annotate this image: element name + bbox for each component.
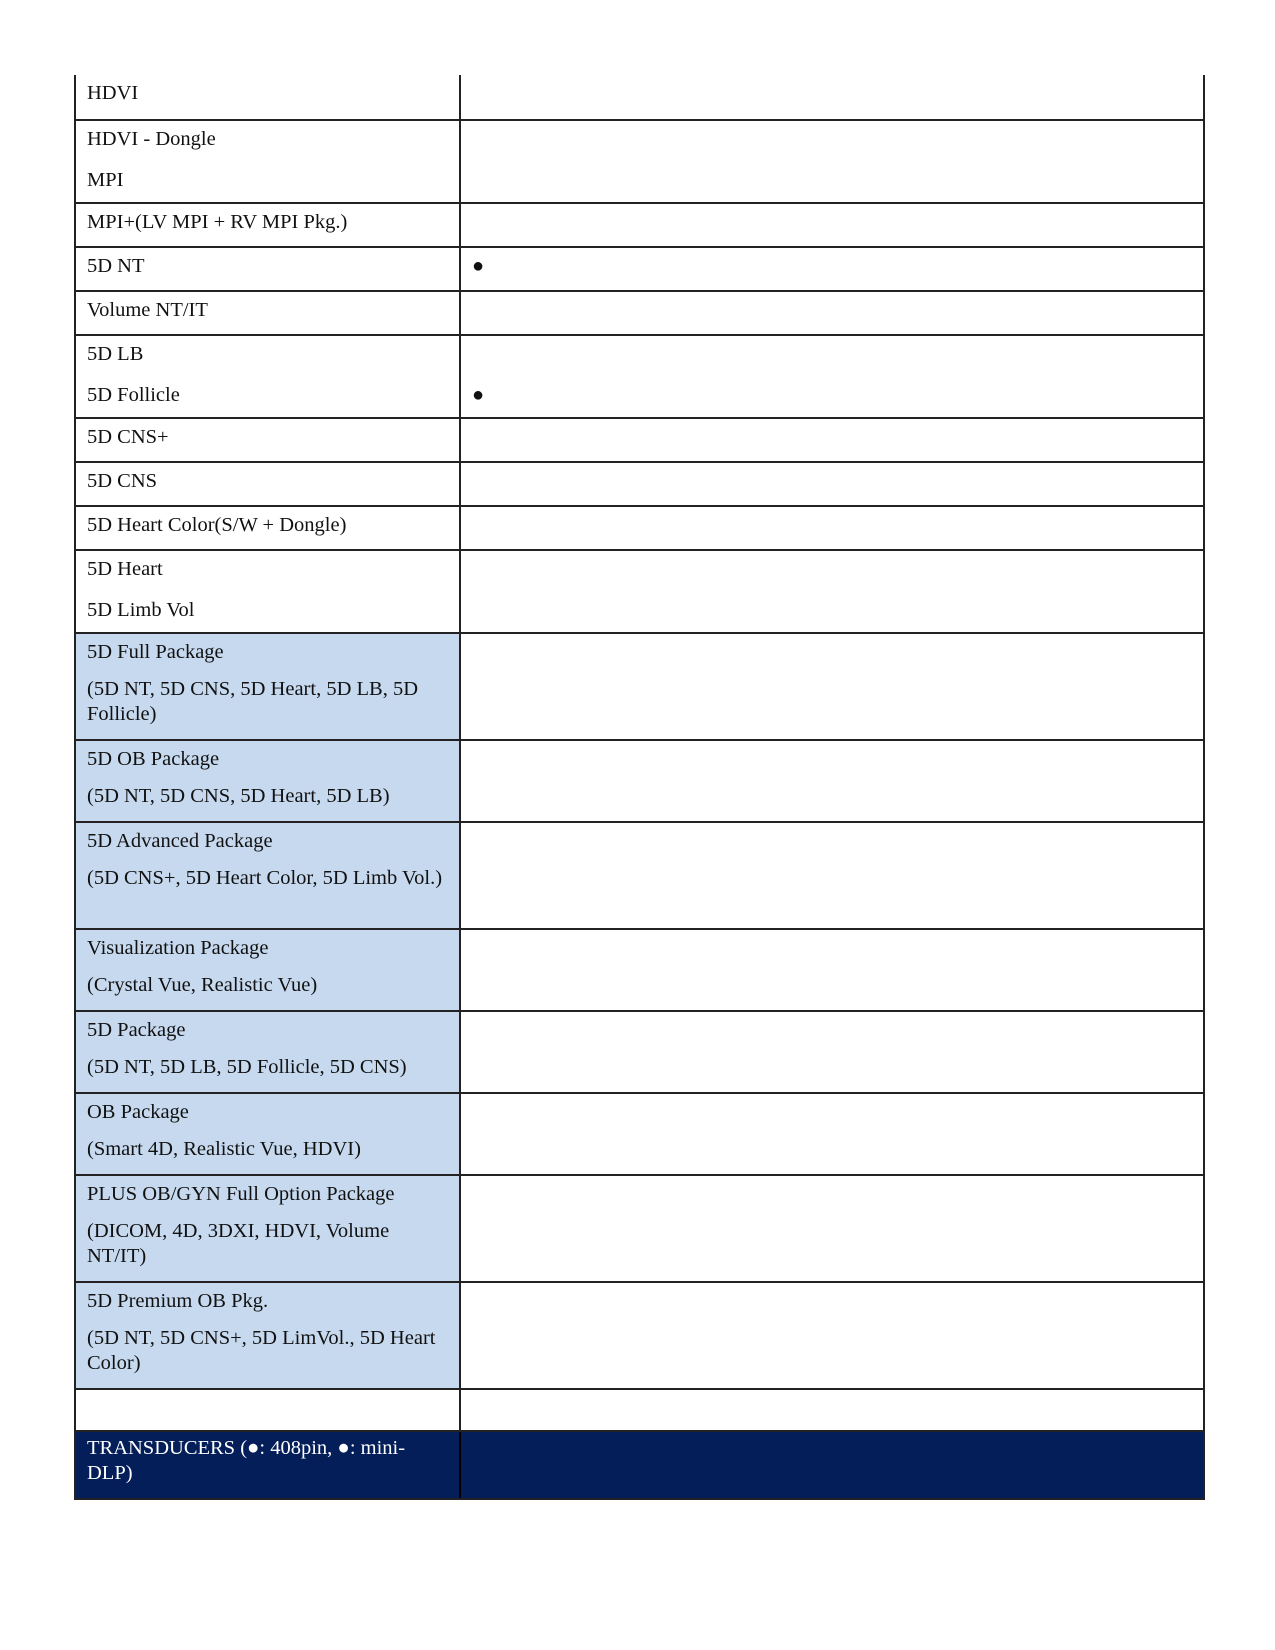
option-label: MPI+(LV MPI + RV MPI Pkg.) xyxy=(87,211,348,233)
option-label: 5D LB xyxy=(87,343,144,365)
option-value xyxy=(472,292,1193,333)
table-row xyxy=(76,461,1203,505)
option-label: HDVI - Dongle xyxy=(87,128,216,150)
option-value xyxy=(472,592,1193,633)
option-value xyxy=(472,463,1193,504)
package-name: OB Package xyxy=(87,1101,189,1123)
option-label: 5D NT xyxy=(87,255,145,277)
package-row xyxy=(76,821,1203,928)
option-label: 5D Follicle xyxy=(87,384,180,406)
table-row xyxy=(76,75,1203,119)
option-value xyxy=(472,75,1193,116)
table-row xyxy=(76,246,1203,290)
package-contents: (Smart 4D, Realistic Vue, HDVI) xyxy=(87,1138,361,1160)
section-header: TRANSDUCERS (●: 408pin, ●: mini-DLP) xyxy=(87,1437,406,1484)
package-row xyxy=(76,1092,1203,1174)
package-contents: (5D NT, 5D CNS, 5D Heart, 5D LB) xyxy=(87,785,390,807)
table-row xyxy=(76,202,1203,246)
package-name: 5D Full Package xyxy=(87,641,224,663)
table-row xyxy=(76,417,1203,461)
package-name: 5D OB Package xyxy=(87,748,220,770)
option-label: 5D Heart Color(S/W + Dongle) xyxy=(87,514,347,536)
option-label: Volume NT/IT xyxy=(87,299,208,321)
package-row xyxy=(76,1174,1203,1281)
package-row xyxy=(76,1010,1203,1092)
table-row xyxy=(76,549,1203,632)
option-value xyxy=(472,419,1193,460)
option-value xyxy=(472,336,1193,377)
package-row xyxy=(76,928,1203,1010)
package-contents: (5D NT, 5D CNS, 5D Heart, 5D LB, 5D Follicle) xyxy=(87,678,419,725)
package-contents: (5D CNS+, 5D Heart Color, 5D Limb Vol.) xyxy=(87,867,443,889)
option-value xyxy=(472,121,1193,162)
table-row xyxy=(76,290,1203,334)
bullet-icon: ● xyxy=(472,384,485,406)
package-name: 5D Package xyxy=(87,1019,186,1041)
option-label: HDVI xyxy=(87,82,139,104)
table-row xyxy=(76,119,1203,202)
bullet-icon: ● xyxy=(472,255,485,277)
options-table xyxy=(74,75,1205,1500)
package-contents: (5D NT, 5D CNS+, 5D LimVol., 5D Heart Color) xyxy=(87,1327,436,1374)
option-value xyxy=(472,507,1193,548)
option-label: 5D Heart xyxy=(87,558,163,580)
package-row xyxy=(76,1281,1203,1388)
package-name: PLUS OB/GYN Full Option Package xyxy=(87,1183,395,1205)
option-label: 5D CNS xyxy=(87,470,158,492)
option-value xyxy=(472,162,1193,203)
option-value xyxy=(472,204,1193,245)
section-header-row xyxy=(76,1430,1203,1498)
empty-row xyxy=(76,1388,1203,1430)
package-row xyxy=(76,739,1203,821)
table-row xyxy=(76,505,1203,549)
package-row xyxy=(76,632,1203,739)
option-label: MPI xyxy=(87,169,124,191)
option-label: 5D CNS+ xyxy=(87,426,169,448)
package-name: Visualization Package xyxy=(87,937,269,959)
package-contents: (DICOM, 4D, 3DXI, HDVI, Volume NT/IT) xyxy=(87,1220,390,1267)
package-contents: (Crystal Vue, Realistic Vue) xyxy=(87,974,318,996)
option-value xyxy=(472,551,1193,592)
package-contents: (5D NT, 5D LB, 5D Follicle, 5D CNS) xyxy=(87,1056,407,1078)
package-name: 5D Advanced Package xyxy=(87,830,273,852)
option-label: 5D Limb Vol xyxy=(87,599,195,621)
table-row xyxy=(76,334,1203,417)
package-name: 5D Premium OB Pkg. xyxy=(87,1290,269,1312)
